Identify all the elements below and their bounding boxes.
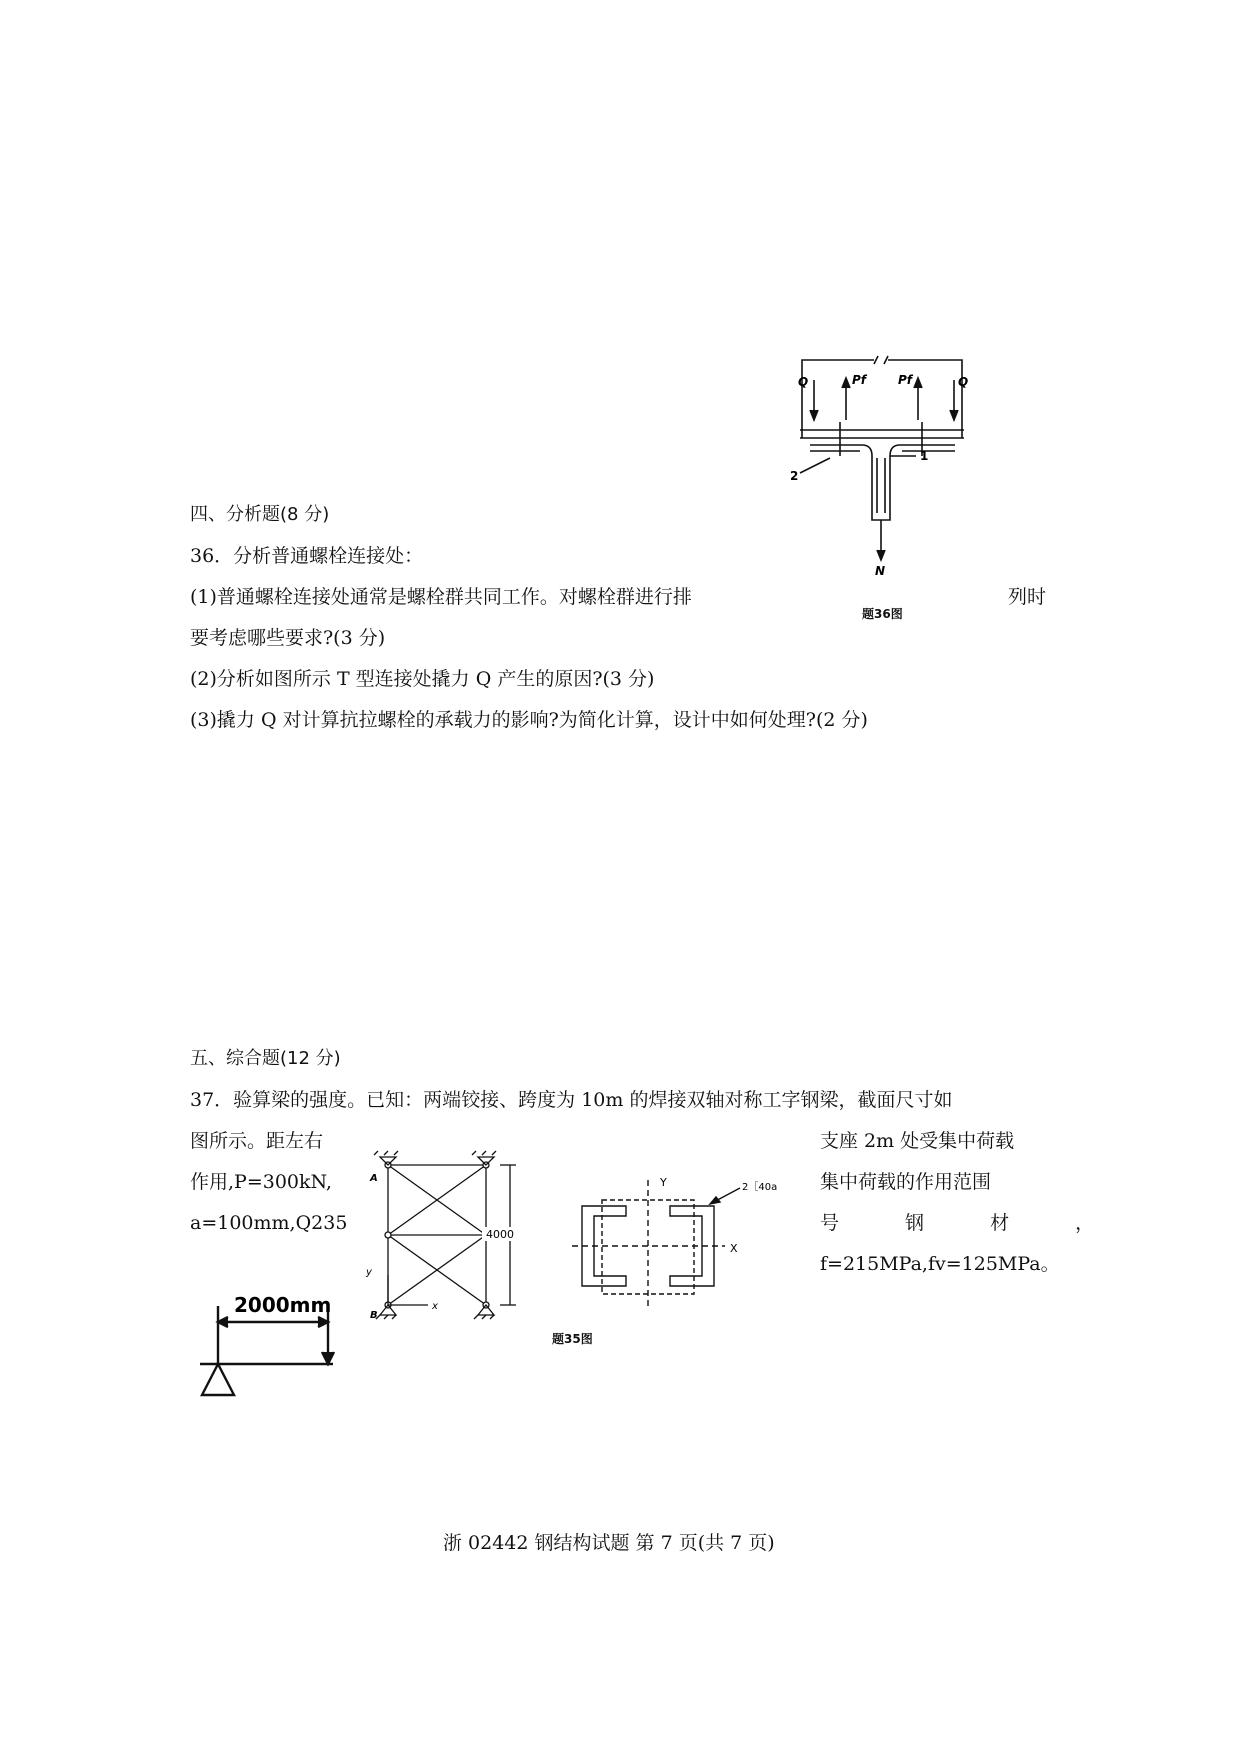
q36-part3: (3)撬力 Q 对计算抗拉螺栓的承载力的影响?为简化计算，设计中如何处理?(2 分): [190, 709, 868, 731]
q37-line4-right: 号 钢 材 ，: [820, 1212, 1125, 1234]
fig36-label-q-left: Q: [798, 375, 809, 389]
q37-line4-left: a=100mm,Q235: [190, 1212, 348, 1234]
q37-line3-left: 作用,P=300kN,: [190, 1171, 332, 1193]
fig36-label-q-right: Q: [958, 375, 969, 389]
section-label-channel: 2［40a: [742, 1182, 778, 1193]
fig35-label-x: x: [432, 1301, 438, 1312]
fig35-label-dim: 4000: [486, 1228, 514, 1241]
support-dimension-label: 2000mm: [234, 1293, 332, 1317]
fig36-label-n: N: [875, 564, 886, 578]
q36-part2: (2)分析如图所示 T 型连接处撬力 Q 产生的原因?(3 分): [190, 668, 655, 690]
fig36-label-two: 2: [790, 469, 799, 483]
fig35-label-y: y: [366, 1267, 372, 1278]
section-label-x: X: [730, 1242, 738, 1255]
figure-36-t-connection: [790, 348, 980, 588]
figure-35-channel-section: [570, 1172, 800, 1317]
q36-part1-b: 列时: [1008, 586, 1047, 608]
section5-heading: 五、综合题(12 分): [190, 1048, 341, 1069]
q37-line1: 37．验算梁的强度。已知：两端铰接、跨度为 10m 的焊接双轴对称工字钢梁，截面尺寸如: [190, 1089, 953, 1111]
q36-part1-a: (1)普通螺栓连接处通常是螺栓群共同工作。对螺栓群进行排: [190, 586, 692, 608]
fig36-label-pf-left: Pf: [852, 373, 867, 387]
q36-title: 36．分析普通螺栓连接处：: [190, 545, 424, 567]
q37-line2-left: 图所示。距左右: [190, 1130, 324, 1152]
figure-35-caption: 题35图: [552, 1332, 593, 1346]
q37-line3-right: 集中荷载的作用范围: [820, 1171, 992, 1193]
fig35-label-a: A: [370, 1173, 378, 1184]
section4-heading: 四、分析题(8 分): [190, 504, 330, 525]
support-dimension-sketch: [198, 1282, 338, 1402]
page-footer: 浙 02442 钢结构试题 第 7 页(共 7 页): [443, 1532, 775, 1554]
fig35-label-b: B: [370, 1310, 378, 1321]
fig36-label-one: 1: [920, 449, 929, 463]
figure-36-caption: 题36图: [862, 607, 903, 621]
q37-line2-right: 支座 2m 处受集中荷载: [820, 1130, 1015, 1152]
section-label-y: Y: [660, 1176, 667, 1189]
q37-line5-right: f=215MPa,fv=125MPa。: [820, 1253, 1060, 1275]
figure-35-braced-frame: [360, 1135, 530, 1330]
fig36-label-pf-right: Pf: [898, 373, 913, 387]
q36-part1-c: 要考虑哪些要求?(3 分): [190, 627, 386, 649]
